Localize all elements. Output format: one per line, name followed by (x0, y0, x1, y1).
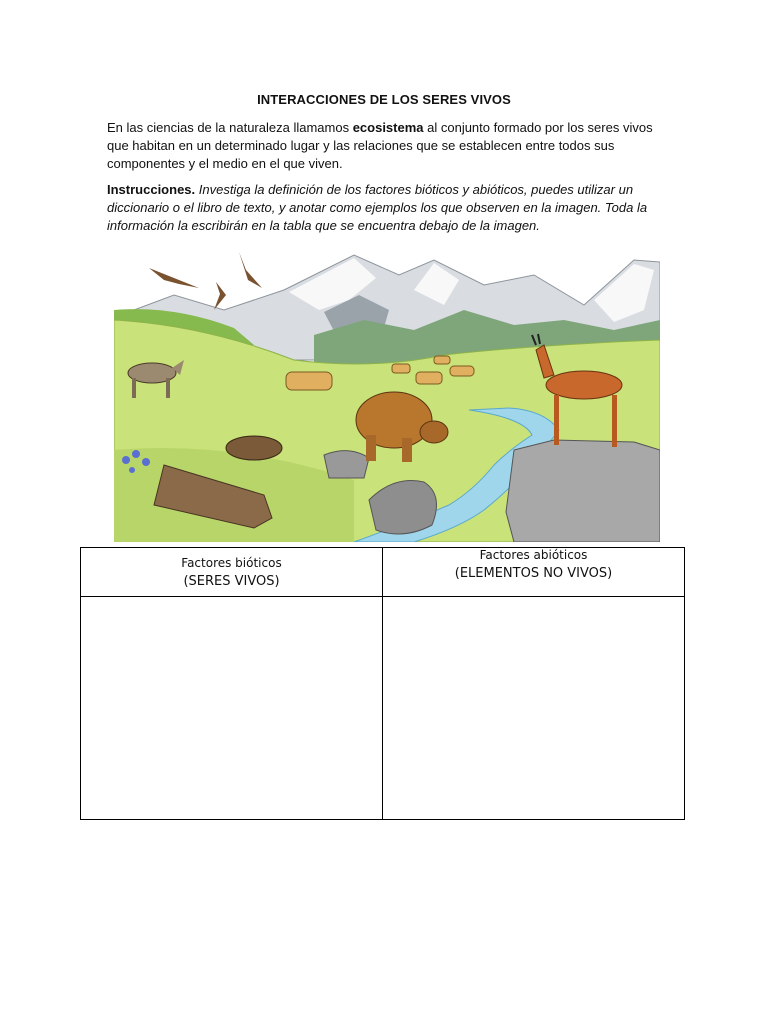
vulture (226, 436, 282, 460)
intro-keyword: ecosistema (352, 120, 424, 135)
biotic-header-cell (81, 548, 383, 597)
intro-paragraph (107, 119, 667, 173)
abiotic-header-cell (383, 548, 685, 597)
biotic-header: Factores bióticos (181, 556, 282, 570)
ecosystem-illustration (114, 250, 660, 542)
page-title: INTERACCIONES DE LOS SERES VIVOS (257, 92, 511, 107)
instructions-paragraph (107, 181, 667, 235)
abiotic-answer-cell[interactable] (383, 597, 685, 820)
rocks (506, 440, 660, 542)
instructions-text: Investiga la definición de los factores bióticos y abióticos, puedes utilizar un diccionario o el libro de texto, y anotar como ejemplos los que observen en la imagen. Toda la información la escribirán en la tabla que se encuentra debajo de la imagen. (107, 182, 648, 233)
intro-text-end: al conjunto formado por los seres vivos que habitan en un determinado lugar y las relaciones que se establecen entre todos sus componentes y el medio en el que viven. (107, 120, 653, 171)
biotic-subheader: (SERES VIVOS) (183, 574, 280, 589)
intro-text-start: En las ciencias de la naturaleza llamamos (107, 120, 353, 135)
instructions-label: Instrucciones. (107, 182, 196, 197)
factors-table (80, 547, 685, 820)
biotic-answer-cell[interactable] (81, 597, 383, 820)
abiotic-subheader: (ELEMENTOS NO VIVOS) (454, 566, 613, 581)
abiotic-header: Factores abióticos (479, 548, 588, 562)
